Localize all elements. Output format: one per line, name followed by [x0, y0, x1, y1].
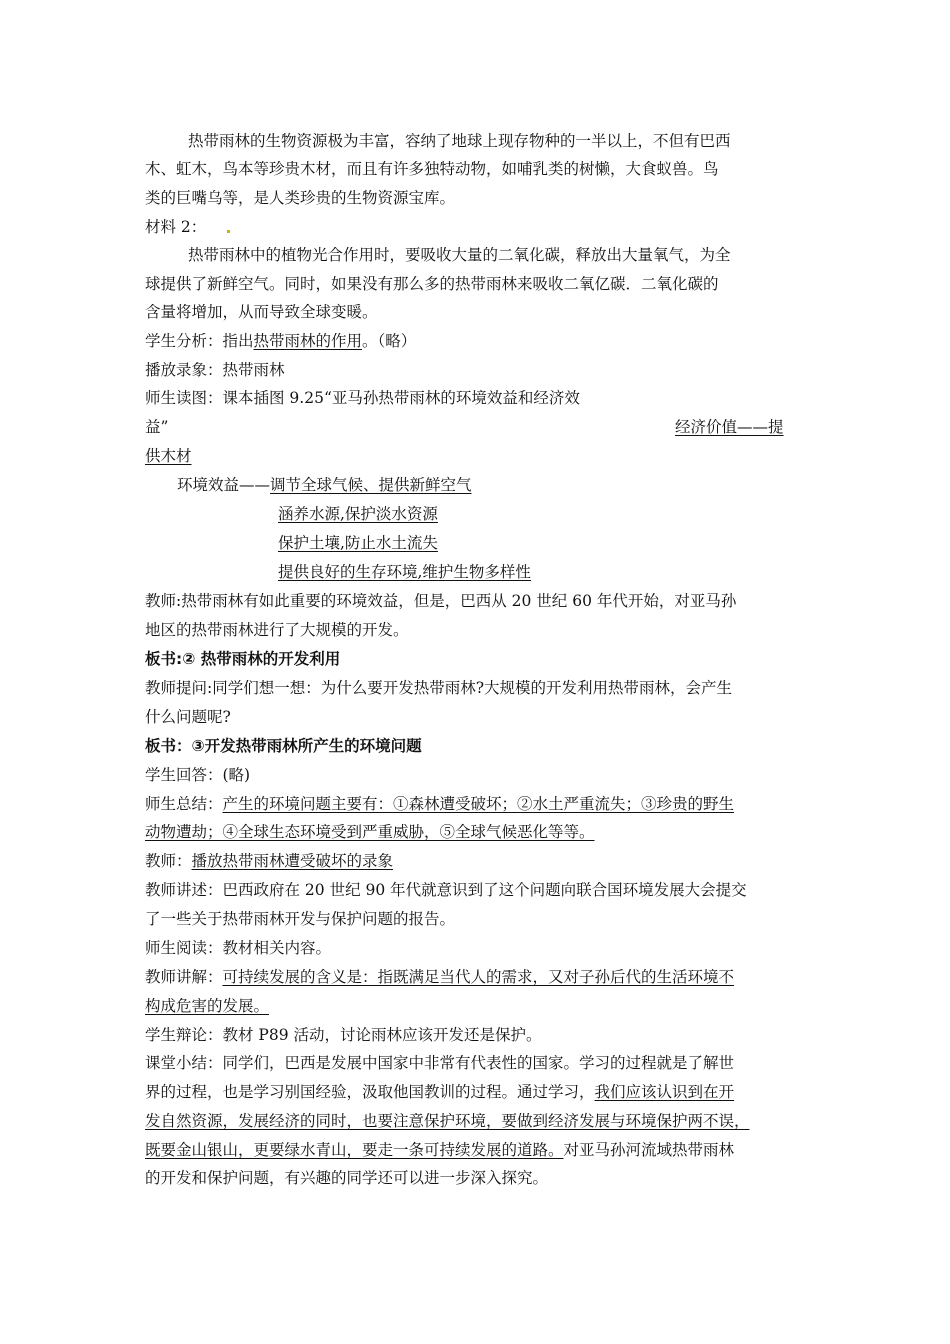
board-heading-3: 板书：③开发热带雨林所产生的环境问题	[145, 737, 422, 755]
economic-value-line1: 经济价值——提	[675, 418, 784, 436]
class-summary-line4	[145, 1140, 734, 1160]
class-summary-line2-plain: 界的过程，也是学习别国经验，汲取他国教训的过程。通过学习，	[145, 1083, 595, 1101]
env-benefit-item-4: 提供良好的生存环境,维护生物多样性	[278, 563, 531, 581]
play-video: 播放录象：热带雨林	[145, 361, 285, 379]
summary-prefix: 师生总结：	[145, 795, 223, 813]
env-benefit-line1	[177, 475, 472, 495]
student-analysis-suffix: 。（略）	[362, 332, 417, 350]
teacher-question-line1: 教师提问:同学们想一想：为什么要开发热带雨林?大规模的开发利用热带雨林，会产生	[145, 679, 733, 697]
economic-value-line2: 供木材	[145, 447, 192, 465]
teacher-play	[145, 851, 393, 871]
board-heading-2: 板书:② 热带雨林的开发利用	[145, 650, 341, 668]
read-map-line1: 师生读图：课本插图 9.25“亚马孙热带雨林的环境效益和经济效	[145, 389, 580, 407]
student-analysis-underlined: 热带雨林的作用	[253, 332, 363, 350]
teacher-lecture-line2: 了一些关于热带雨林开发与保护问题的报告。	[145, 910, 456, 928]
debate: 学生辩论：教材 P89 活动，讨论雨林应该开发还是保护。	[145, 1026, 542, 1044]
reading: 师生阅读：教材相关内容。	[145, 939, 332, 957]
material1-line1: 热带雨林的生物资源极为丰富，容纳了地球上现存物种的一半以上，不但有巴西	[188, 132, 731, 150]
explain-prefix: 教师讲解：	[145, 968, 223, 986]
summary-underlined-1: 产生的环境问题主要有：①森林遭受破坏；②水土严重流失；③珍贵的野生	[222, 795, 735, 813]
env-benefit-prefix: 环境效益——	[177, 476, 271, 494]
student-analysis-prefix: 学生分析：指出	[145, 332, 254, 350]
teacher-lecture-line1: 教师讲述：巴西政府在 20 世纪 90 年代就意识到了这个问题向联合国环境发展大会提交	[145, 881, 747, 899]
read-map-line2: 益”	[145, 418, 169, 436]
stray-mark	[227, 230, 230, 233]
student-answer: 学生回答：(略)	[145, 766, 251, 784]
class-summary-line1: 课堂小结：同学们，巴西是发展中国家中非常有代表性的国家。学习的过程就是了解世	[145, 1054, 735, 1072]
material1-line3: 类的巨嘴乌等，是人类珍贵的生物资源宝库。	[145, 189, 456, 207]
material2-line3: 含量将增加，从而导致全球变暖。	[145, 303, 378, 321]
summary-line1	[145, 794, 734, 814]
teacher1-line2: 地区的热带雨林进行了大规模的开发。	[145, 621, 409, 639]
teacher-question-line2: 什么问题呢?	[145, 708, 231, 726]
summary-underlined-2: 动物遭劫；④全球生态环境受到严重威胁，⑤全球气候恶化等等。	[145, 823, 595, 841]
teacher-play-prefix: 教师：	[145, 852, 192, 870]
material2-label: 材料 2：	[145, 218, 207, 236]
env-benefit-item-1: 调节全球气候、提供新鲜空气	[270, 476, 472, 494]
class-summary-line3-underlined: 发自然资源，发展经济的同时，也要注意保护环境，要做到经济发展与环境保护两不误，	[145, 1112, 750, 1130]
explain-line1	[145, 967, 734, 987]
class-summary-line2-underlined: 我们应该认识到在开	[594, 1083, 735, 1101]
class-summary-line4-underlined: 既要金山银山，更要绿水青山，要走一条可持续发展的道路。	[145, 1141, 564, 1159]
teacher-play-underlined: 播放热带雨林遭受破坏的录象	[191, 852, 394, 870]
material2-line2: 球提供了新鲜空气。同时，如果没有那么多的热带雨林来吸收二氧亿碳．二氧化碳的	[145, 275, 719, 293]
env-benefit-item-3: 保护土壤,防止水土流失	[278, 534, 438, 552]
material2-line1: 热带雨林中的植物光合作用时，要吸收大量的二氧化碳，释放出大量氧气，为全	[188, 246, 731, 264]
class-summary-line4-plain: 对亚马孙河流域热带雨林	[563, 1141, 735, 1159]
class-summary-line2	[145, 1082, 734, 1102]
student-analysis	[145, 331, 416, 351]
material1-line2: 木、虹木，鸟本等珍贵木材，而且有许多独特动物，如哺乳类的树懒，大食蚁兽。鸟	[145, 160, 719, 178]
teacher1-line1: 教师:热带雨林有如此重要的环境效益，但是，巴西从 20 世纪 60 年代开始，对亚马孙	[145, 592, 737, 610]
explain-underlined-2: 构成危害的发展。	[145, 997, 270, 1015]
class-summary-line5: 的开发和保护问题，有兴趣的同学还可以进一步深入探究。	[145, 1169, 549, 1187]
env-benefit-item-2: 涵养水源,保护淡水资源	[278, 505, 438, 523]
explain-underlined-1: 可持续发展的含义是：指既满足当代人的需求，又对子孙后代的生活环境不	[222, 968, 735, 986]
